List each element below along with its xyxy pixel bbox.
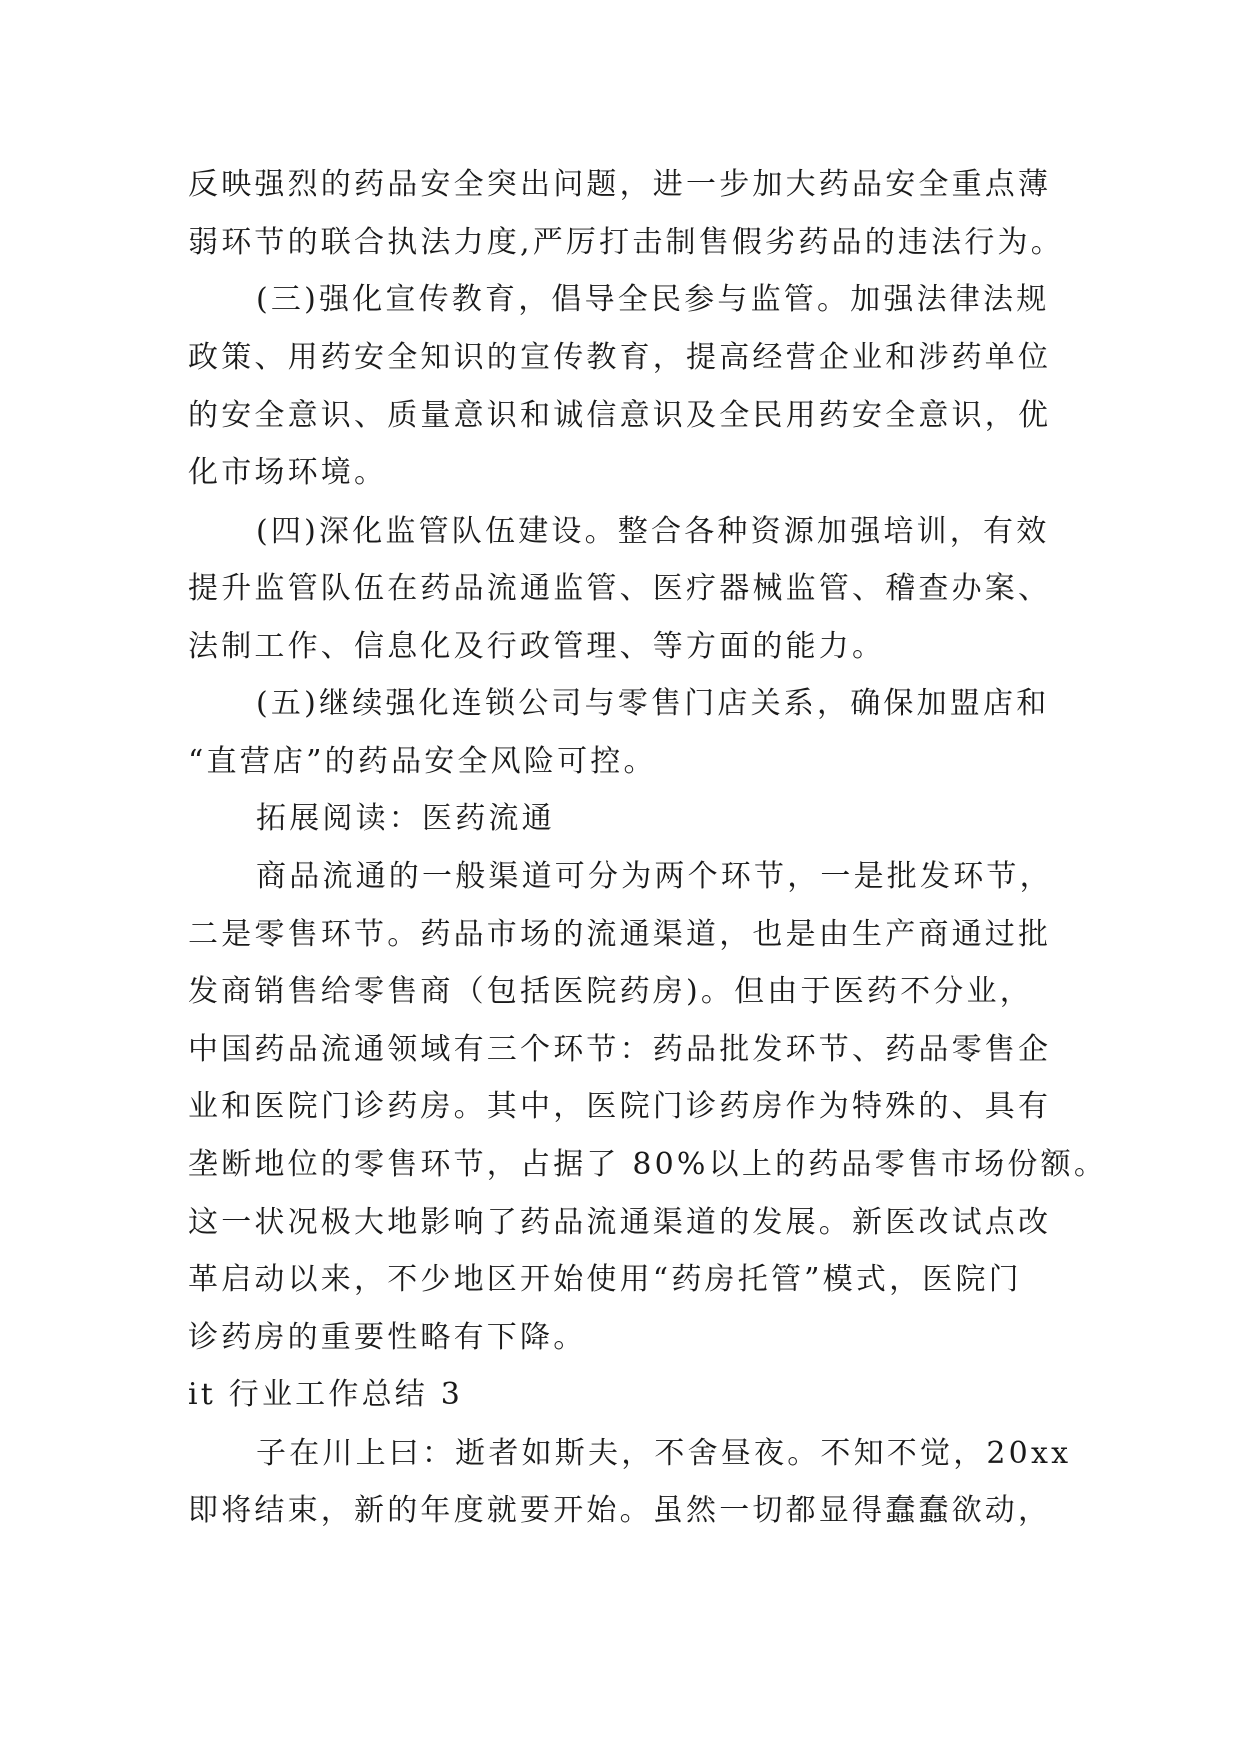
text-line: 政策、用药安全知识的宣传教育，提高经营企业和涉药单位 — [188, 340, 1052, 375]
section-heading: 拓展阅读：医药流通 — [256, 801, 555, 836]
text-line: 反映强烈的药品安全突出问题，进一步加大药品安全重点薄 — [188, 167, 1052, 202]
text-line: 二是零售环节。药品市场的流通渠道，也是由生产商通过批 — [188, 917, 1052, 952]
text-line: 子在川上曰：逝者如斯夫，不舍昼夜。不知不觉，20xx — [256, 1436, 1072, 1471]
text-line: 革启动以来，不少地区开始使用“药房托管”模式，医院门 — [188, 1262, 1022, 1297]
paragraph-heading: (五)继续强化连锁公司与零售门店关系，确保加盟店和 — [256, 686, 1050, 721]
text-line: 诊药房的重要性略有下降。 — [188, 1320, 587, 1355]
text-line: 即将结束，新的年度就要开始。虽然一切都显得蠢蠢欲动， — [188, 1493, 1052, 1528]
text-line: 这一状况极大地影响了药品流通渠道的发展。新医改试点改 — [188, 1205, 1052, 1240]
text-line: 商品流通的一般渠道可分为两个环节，一是批发环节， — [256, 859, 1053, 894]
text-line: 提升监管队伍在药品流通监管、医疗器械监管、稽查办案、 — [188, 571, 1052, 606]
paragraph-heading: (四)深化监管队伍建设。整合各种资源加强培训，有效 — [256, 514, 1050, 549]
paragraph-heading: (三)强化宣传教育，倡导全民参与监管。加强法律法规 — [256, 282, 1050, 317]
text-line: 化市场环境。 — [188, 455, 388, 490]
text-line: 发商销售给零售商（包括医院药房)。但由于医药不分业， — [188, 974, 1033, 1009]
text-line: 中国药品流通领域有三个环节：药品批发环节、药品零售企 — [188, 1032, 1052, 1067]
document-title: it 行业工作总结 3 — [188, 1377, 464, 1412]
text-line: 的安全意识、质量意识和诚信意识及全民用药安全意识，优 — [188, 398, 1052, 433]
text-line: 法制工作、信息化及行政管理、等方面的能力。 — [188, 629, 886, 664]
text-line: 弱环节的联合执法力度,严厉打击制售假劣药品的违法行为。 — [188, 225, 1064, 260]
text-line: “直营店”的药品安全风险可控。 — [188, 744, 657, 779]
text-line: 业和医院门诊药房。其中，医院门诊药房作为特殊的、具有 — [188, 1089, 1052, 1124]
text-line: 垄断地位的零售环节，占据了 80%以上的药品零售市场份额。 — [188, 1147, 1108, 1182]
